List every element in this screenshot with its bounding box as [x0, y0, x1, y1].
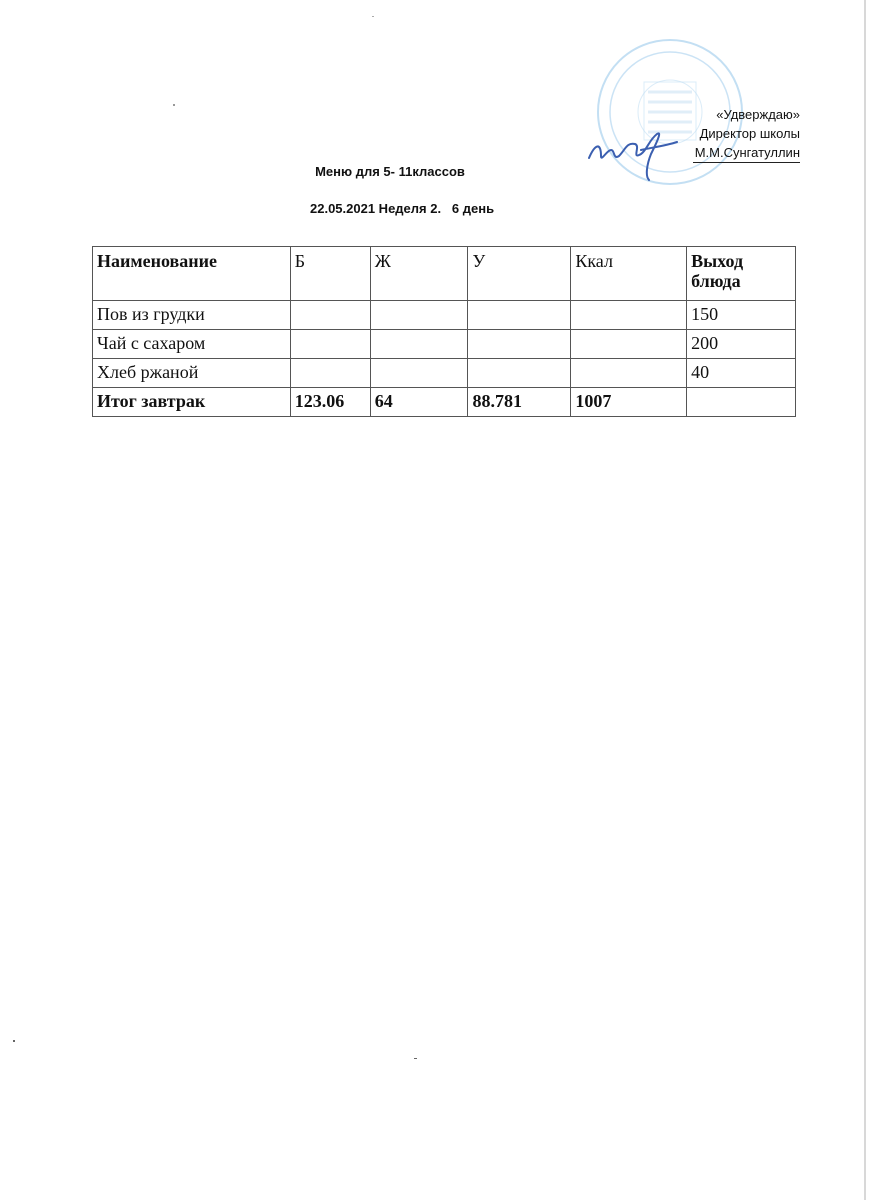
approval-name: М.М.Сунгатуллин [693, 143, 800, 163]
scan-speck [414, 1058, 417, 1059]
header-carbs: У [468, 247, 571, 301]
cell-portion: 40 [687, 359, 796, 388]
approval-block [693, 105, 800, 163]
cell-dish: Пов из грудки [93, 301, 291, 330]
cell-kcal [571, 359, 687, 388]
header-fat: Ж [370, 247, 468, 301]
table-total-row [93, 388, 796, 417]
cell-dish: Чай с сахаром [93, 330, 291, 359]
cell-protein [290, 359, 370, 388]
cell-fat [370, 359, 468, 388]
cell-kcal [571, 330, 687, 359]
header-portion: Выход блюда [687, 247, 796, 301]
approval-position: Директор школы [699, 126, 800, 141]
total-label: Итог завтрак [93, 388, 291, 417]
cell-fat [370, 330, 468, 359]
cell-protein [290, 301, 370, 330]
table-row [93, 359, 796, 388]
total-portion [687, 388, 796, 417]
page-edge [864, 0, 866, 1200]
scan-speck [13, 1040, 15, 1042]
cell-carbs [468, 301, 571, 330]
scan-speck [372, 16, 374, 17]
table-row [93, 330, 796, 359]
cell-fat [370, 301, 468, 330]
total-fat: 64 [370, 388, 468, 417]
header-kcal: Ккал [571, 247, 687, 301]
menu-date: 22.05.2021 Неделя 2. 6 день [310, 201, 495, 216]
menu-table [92, 246, 796, 417]
total-kcal: 1007 [571, 388, 687, 417]
cell-kcal [571, 301, 687, 330]
total-protein: 123.06 [290, 388, 370, 417]
table-row [93, 301, 796, 330]
total-carbs: 88.781 [468, 388, 571, 417]
cell-protein [290, 330, 370, 359]
cell-dish: Хлеб ржаной [93, 359, 291, 388]
cell-carbs [468, 330, 571, 359]
cell-carbs [468, 359, 571, 388]
header-protein: Б [290, 247, 370, 301]
scan-speck [173, 104, 175, 106]
menu-title: Меню для 5- 11классов [315, 164, 465, 179]
cell-portion: 200 [687, 330, 796, 359]
header-name: Наименование [93, 247, 291, 301]
table-header-row [93, 247, 796, 301]
cell-portion: 150 [687, 301, 796, 330]
approval-heading: «Удверждаю» [716, 107, 800, 122]
